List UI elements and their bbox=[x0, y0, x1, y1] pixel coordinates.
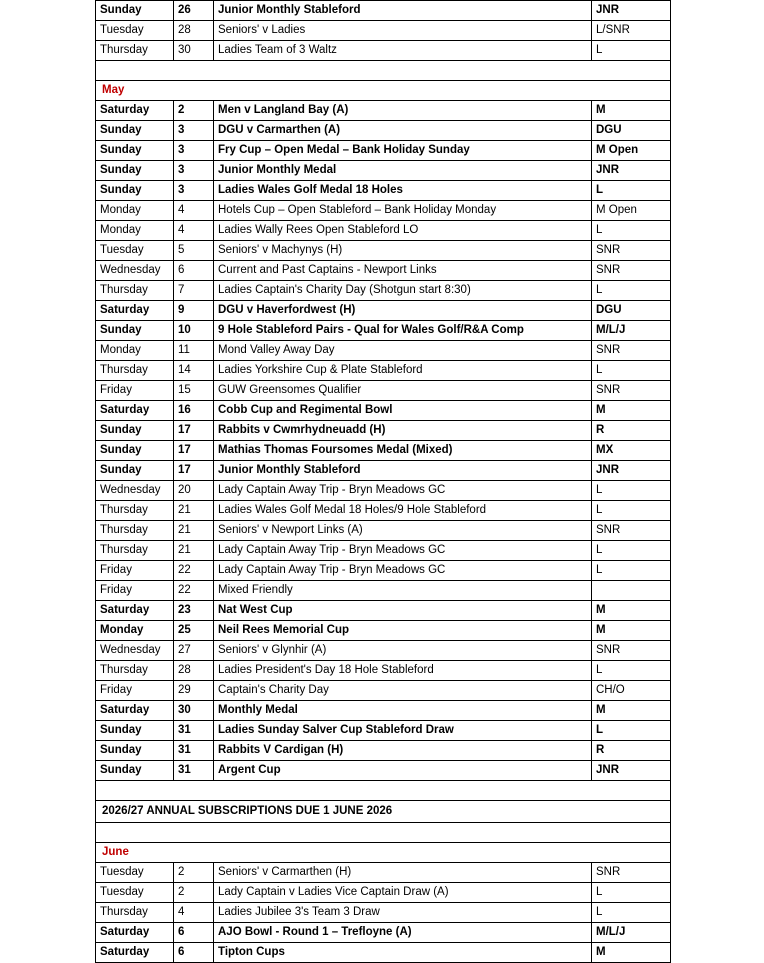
spacer-cell bbox=[592, 823, 671, 843]
cell-category: DGU bbox=[592, 301, 671, 321]
cell-event: Captain's Charity Day bbox=[214, 681, 592, 701]
cell-day: Thursday bbox=[96, 903, 174, 923]
table-row bbox=[96, 401, 671, 421]
cell-event: Hotels Cup – Open Stableford – Bank Holiday Monday bbox=[214, 201, 592, 221]
cell-day: Sunday bbox=[96, 1, 174, 21]
cell-date: 10 bbox=[174, 321, 214, 341]
cell-event: Junior Monthly Stableford bbox=[214, 461, 592, 481]
cell-event: Ladies Captain's Charity Day (Shotgun start 8:30) bbox=[214, 281, 592, 301]
cell-event: DGU v Haverfordwest (H) bbox=[214, 301, 592, 321]
cell-category: SNR bbox=[592, 641, 671, 661]
cell-day: Thursday bbox=[96, 281, 174, 301]
cell-day: Sunday bbox=[96, 421, 174, 441]
cell-date: 6 bbox=[174, 261, 214, 281]
table-row bbox=[96, 321, 671, 341]
spacer-row bbox=[96, 61, 671, 81]
cell-day: Sunday bbox=[96, 121, 174, 141]
cell-date: 22 bbox=[174, 561, 214, 581]
spacer-cell bbox=[214, 823, 592, 843]
cell-category: L bbox=[592, 903, 671, 923]
cell-day: Friday bbox=[96, 381, 174, 401]
cell-event: Ladies Wally Rees Open Stableford LO bbox=[214, 221, 592, 241]
cell-day: Saturday bbox=[96, 943, 174, 963]
cell-event: Neil Rees Memorial Cup bbox=[214, 621, 592, 641]
table-row bbox=[96, 141, 671, 161]
cell-date: 28 bbox=[174, 21, 214, 41]
table-row bbox=[96, 521, 671, 541]
cell-category: M Open bbox=[592, 141, 671, 161]
fixtures-table bbox=[95, 0, 671, 963]
cell-event: Seniors' v Machynys (H) bbox=[214, 241, 592, 261]
month-heading-filler bbox=[592, 81, 671, 101]
spacer-row bbox=[96, 823, 671, 843]
cell-category: L bbox=[592, 221, 671, 241]
cell-date: 2 bbox=[174, 101, 214, 121]
table-row bbox=[96, 41, 671, 61]
cell-event: Lady Captain Away Trip - Bryn Meadows GC bbox=[214, 541, 592, 561]
cell-category: JNR bbox=[592, 161, 671, 181]
table-row bbox=[96, 1, 671, 21]
notice-row bbox=[96, 801, 671, 823]
cell-event: Nat West Cup bbox=[214, 601, 592, 621]
cell-date: 17 bbox=[174, 461, 214, 481]
cell-event: Ladies Wales Golf Medal 18 Holes/9 Hole Stableford bbox=[214, 501, 592, 521]
cell-day: Thursday bbox=[96, 501, 174, 521]
cell-day: Sunday bbox=[96, 721, 174, 741]
cell-day: Monday bbox=[96, 621, 174, 641]
cell-event: Rabbits V Cardigan (H) bbox=[214, 741, 592, 761]
cell-category: M bbox=[592, 101, 671, 121]
month-heading-label: June bbox=[96, 843, 174, 863]
cell-date: 31 bbox=[174, 721, 214, 741]
spacer-cell bbox=[174, 61, 214, 81]
table-row bbox=[96, 883, 671, 903]
notice-filler bbox=[592, 801, 671, 823]
cell-day: Wednesday bbox=[96, 261, 174, 281]
cell-day: Monday bbox=[96, 201, 174, 221]
cell-date: 4 bbox=[174, 221, 214, 241]
cell-event: Mathias Thomas Foursomes Medal (Mixed) bbox=[214, 441, 592, 461]
cell-event: Mond Valley Away Day bbox=[214, 341, 592, 361]
month-heading-filler bbox=[214, 81, 592, 101]
cell-day: Friday bbox=[96, 681, 174, 701]
cell-date: 17 bbox=[174, 441, 214, 461]
cell-event: Ladies Yorkshire Cup & Plate Stableford bbox=[214, 361, 592, 381]
table-row bbox=[96, 741, 671, 761]
month-heading-filler bbox=[592, 843, 671, 863]
table-row bbox=[96, 181, 671, 201]
cell-category: L bbox=[592, 361, 671, 381]
cell-category: M/L/J bbox=[592, 923, 671, 943]
cell-event: 9 Hole Stableford Pairs - Qual for Wales Golf/R&A Comp bbox=[214, 321, 592, 341]
cell-category: R bbox=[592, 741, 671, 761]
cell-event: Monthly Medal bbox=[214, 701, 592, 721]
cell-day: Tuesday bbox=[96, 883, 174, 903]
table-row bbox=[96, 261, 671, 281]
cell-category: L bbox=[592, 501, 671, 521]
cell-day: Saturday bbox=[96, 401, 174, 421]
cell-date: 28 bbox=[174, 661, 214, 681]
cell-date: 4 bbox=[174, 903, 214, 923]
cell-category: M bbox=[592, 621, 671, 641]
table-row bbox=[96, 101, 671, 121]
cell-date: 6 bbox=[174, 923, 214, 943]
table-row bbox=[96, 701, 671, 721]
cell-event: Current and Past Captains - Newport Links bbox=[214, 261, 592, 281]
cell-category: JNR bbox=[592, 761, 671, 781]
cell-date: 31 bbox=[174, 741, 214, 761]
month-heading-filler bbox=[174, 843, 214, 863]
cell-date: 29 bbox=[174, 681, 214, 701]
cell-date: 21 bbox=[174, 541, 214, 561]
spacer-cell bbox=[214, 781, 592, 801]
cell-event: Men v Langland Bay (A) bbox=[214, 101, 592, 121]
cell-date: 15 bbox=[174, 381, 214, 401]
spacer-cell bbox=[96, 61, 174, 81]
cell-day: Saturday bbox=[96, 701, 174, 721]
cell-day: Sunday bbox=[96, 441, 174, 461]
cell-category: L bbox=[592, 181, 671, 201]
table-row bbox=[96, 461, 671, 481]
cell-event: Junior Monthly Stableford bbox=[214, 1, 592, 21]
cell-day: Thursday bbox=[96, 361, 174, 381]
cell-event: Ladies President's Day 18 Hole Stableford bbox=[214, 661, 592, 681]
cell-day: Monday bbox=[96, 341, 174, 361]
table-row bbox=[96, 21, 671, 41]
cell-date: 11 bbox=[174, 341, 214, 361]
cell-event: GUW Greensomes Qualifier bbox=[214, 381, 592, 401]
table-row bbox=[96, 281, 671, 301]
cell-date: 23 bbox=[174, 601, 214, 621]
cell-category: SNR bbox=[592, 381, 671, 401]
table-row bbox=[96, 641, 671, 661]
cell-day: Friday bbox=[96, 581, 174, 601]
table-row bbox=[96, 481, 671, 501]
cell-date: 30 bbox=[174, 41, 214, 61]
spacer-cell bbox=[592, 781, 671, 801]
cell-day: Sunday bbox=[96, 761, 174, 781]
spacer-cell bbox=[592, 61, 671, 81]
cell-event: Lady Captain v Ladies Vice Captain Draw (A) bbox=[214, 883, 592, 903]
cell-event: Seniors' v Carmarthen (H) bbox=[214, 863, 592, 883]
table-row bbox=[96, 301, 671, 321]
cell-category: M/L/J bbox=[592, 321, 671, 341]
cell-date: 3 bbox=[174, 141, 214, 161]
spacer-cell bbox=[96, 781, 174, 801]
cell-day: Wednesday bbox=[96, 641, 174, 661]
spacer-cell bbox=[174, 781, 214, 801]
cell-category: M bbox=[592, 943, 671, 963]
month-heading-filler bbox=[174, 81, 214, 101]
table-row bbox=[96, 241, 671, 261]
cell-day: Monday bbox=[96, 221, 174, 241]
spacer-cell bbox=[214, 61, 592, 81]
cell-day: Tuesday bbox=[96, 863, 174, 883]
cell-category: M Open bbox=[592, 201, 671, 221]
cell-day: Tuesday bbox=[96, 241, 174, 261]
table-row bbox=[96, 621, 671, 641]
cell-event: Cobb Cup and Regimental Bowl bbox=[214, 401, 592, 421]
cell-category: L bbox=[592, 541, 671, 561]
cell-date: 3 bbox=[174, 161, 214, 181]
cell-day: Thursday bbox=[96, 541, 174, 561]
cell-category: MX bbox=[592, 441, 671, 461]
cell-date: 3 bbox=[174, 121, 214, 141]
cell-event: Seniors' v Glynhir (A) bbox=[214, 641, 592, 661]
cell-day: Sunday bbox=[96, 321, 174, 341]
table-row bbox=[96, 421, 671, 441]
cell-date: 2 bbox=[174, 883, 214, 903]
cell-day: Sunday bbox=[96, 741, 174, 761]
cell-date: 9 bbox=[174, 301, 214, 321]
spacer-cell bbox=[174, 823, 214, 843]
cell-date: 25 bbox=[174, 621, 214, 641]
cell-date: 22 bbox=[174, 581, 214, 601]
cell-category: L/SNR bbox=[592, 21, 671, 41]
cell-category: L bbox=[592, 41, 671, 61]
cell-day: Saturday bbox=[96, 923, 174, 943]
cell-category: M bbox=[592, 701, 671, 721]
cell-day: Saturday bbox=[96, 601, 174, 621]
cell-date: 14 bbox=[174, 361, 214, 381]
cell-category bbox=[592, 581, 671, 601]
notice-label: 2026/27 ANNUAL SUBSCRIPTIONS DUE 1 JUNE 2026 bbox=[96, 801, 174, 823]
cell-event: Fry Cup – Open Medal – Bank Holiday Sunday bbox=[214, 141, 592, 161]
table-row bbox=[96, 681, 671, 701]
spacer-cell bbox=[96, 823, 174, 843]
table-row bbox=[96, 581, 671, 601]
cell-day: Thursday bbox=[96, 521, 174, 541]
table-row bbox=[96, 541, 671, 561]
table-row bbox=[96, 381, 671, 401]
cell-date: 30 bbox=[174, 701, 214, 721]
cell-category: L bbox=[592, 661, 671, 681]
cell-day: Friday bbox=[96, 561, 174, 581]
fixtures-table-body bbox=[96, 1, 671, 963]
cell-date: 4 bbox=[174, 201, 214, 221]
cell-day: Saturday bbox=[96, 101, 174, 121]
table-row bbox=[96, 361, 671, 381]
cell-day: Thursday bbox=[96, 661, 174, 681]
cell-day: Tuesday bbox=[96, 21, 174, 41]
month-heading-row bbox=[96, 81, 671, 101]
cell-date: 3 bbox=[174, 181, 214, 201]
cell-event: Ladies Jubilee 3's Team 3 Draw bbox=[214, 903, 592, 923]
cell-event: Tipton Cups bbox=[214, 943, 592, 963]
table-row bbox=[96, 501, 671, 521]
table-row bbox=[96, 923, 671, 943]
cell-event: Mixed Friendly bbox=[214, 581, 592, 601]
table-row bbox=[96, 161, 671, 181]
cell-event: Ladies Sunday Salver Cup Stableford Draw bbox=[214, 721, 592, 741]
cell-category: L bbox=[592, 883, 671, 903]
cell-event: Ladies Wales Golf Medal 18 Holes bbox=[214, 181, 592, 201]
cell-date: 31 bbox=[174, 761, 214, 781]
cell-date: 26 bbox=[174, 1, 214, 21]
cell-day: Sunday bbox=[96, 141, 174, 161]
cell-category: SNR bbox=[592, 261, 671, 281]
table-row bbox=[96, 201, 671, 221]
cell-event: DGU v Carmarthen (A) bbox=[214, 121, 592, 141]
month-heading-label: May bbox=[96, 81, 174, 101]
month-heading-filler bbox=[214, 843, 592, 863]
month-heading-row bbox=[96, 843, 671, 863]
table-row bbox=[96, 863, 671, 883]
cell-event: Rabbits v Cwmrhydneuadd (H) bbox=[214, 421, 592, 441]
table-row bbox=[96, 561, 671, 581]
cell-event: AJO Bowl - Round 1 – Trefloyne (A) bbox=[214, 923, 592, 943]
cell-event: Ladies Team of 3 Waltz bbox=[214, 41, 592, 61]
cell-day: Sunday bbox=[96, 461, 174, 481]
cell-category: L bbox=[592, 481, 671, 501]
cell-category: M bbox=[592, 601, 671, 621]
table-row bbox=[96, 221, 671, 241]
cell-date: 21 bbox=[174, 501, 214, 521]
cell-category: L bbox=[592, 721, 671, 741]
table-row bbox=[96, 121, 671, 141]
cell-event: Lady Captain Away Trip - Bryn Meadows GC bbox=[214, 561, 592, 581]
table-row bbox=[96, 601, 671, 621]
table-row bbox=[96, 761, 671, 781]
cell-event: Seniors' v Newport Links (A) bbox=[214, 521, 592, 541]
cell-category: CH/O bbox=[592, 681, 671, 701]
cell-event: Seniors' v Ladies bbox=[214, 21, 592, 41]
cell-category: L bbox=[592, 281, 671, 301]
cell-date: 2 bbox=[174, 863, 214, 883]
cell-date: 7 bbox=[174, 281, 214, 301]
table-row bbox=[96, 943, 671, 963]
cell-category: L bbox=[592, 561, 671, 581]
cell-day: Thursday bbox=[96, 41, 174, 61]
cell-date: 16 bbox=[174, 401, 214, 421]
cell-category: JNR bbox=[592, 461, 671, 481]
spacer-row bbox=[96, 781, 671, 801]
cell-category: SNR bbox=[592, 341, 671, 361]
cell-date: 27 bbox=[174, 641, 214, 661]
cell-date: 6 bbox=[174, 943, 214, 963]
table-row bbox=[96, 341, 671, 361]
cell-category: SNR bbox=[592, 241, 671, 261]
cell-event: Junior Monthly Medal bbox=[214, 161, 592, 181]
cell-category: R bbox=[592, 421, 671, 441]
cell-day: Sunday bbox=[96, 161, 174, 181]
table-row bbox=[96, 721, 671, 741]
cell-category: DGU bbox=[592, 121, 671, 141]
cell-date: 21 bbox=[174, 521, 214, 541]
cell-event: Lady Captain Away Trip - Bryn Meadows GC bbox=[214, 481, 592, 501]
cell-event: Argent Cup bbox=[214, 761, 592, 781]
cell-category: SNR bbox=[592, 863, 671, 883]
table-row bbox=[96, 441, 671, 461]
cell-date: 5 bbox=[174, 241, 214, 261]
cell-category: SNR bbox=[592, 521, 671, 541]
table-row bbox=[96, 661, 671, 681]
cell-day: Wednesday bbox=[96, 481, 174, 501]
table-row bbox=[96, 903, 671, 923]
cell-date: 20 bbox=[174, 481, 214, 501]
cell-day: Saturday bbox=[96, 301, 174, 321]
cell-day: Sunday bbox=[96, 181, 174, 201]
cell-category: M bbox=[592, 401, 671, 421]
cell-category: JNR bbox=[592, 1, 671, 21]
cell-date: 17 bbox=[174, 421, 214, 441]
